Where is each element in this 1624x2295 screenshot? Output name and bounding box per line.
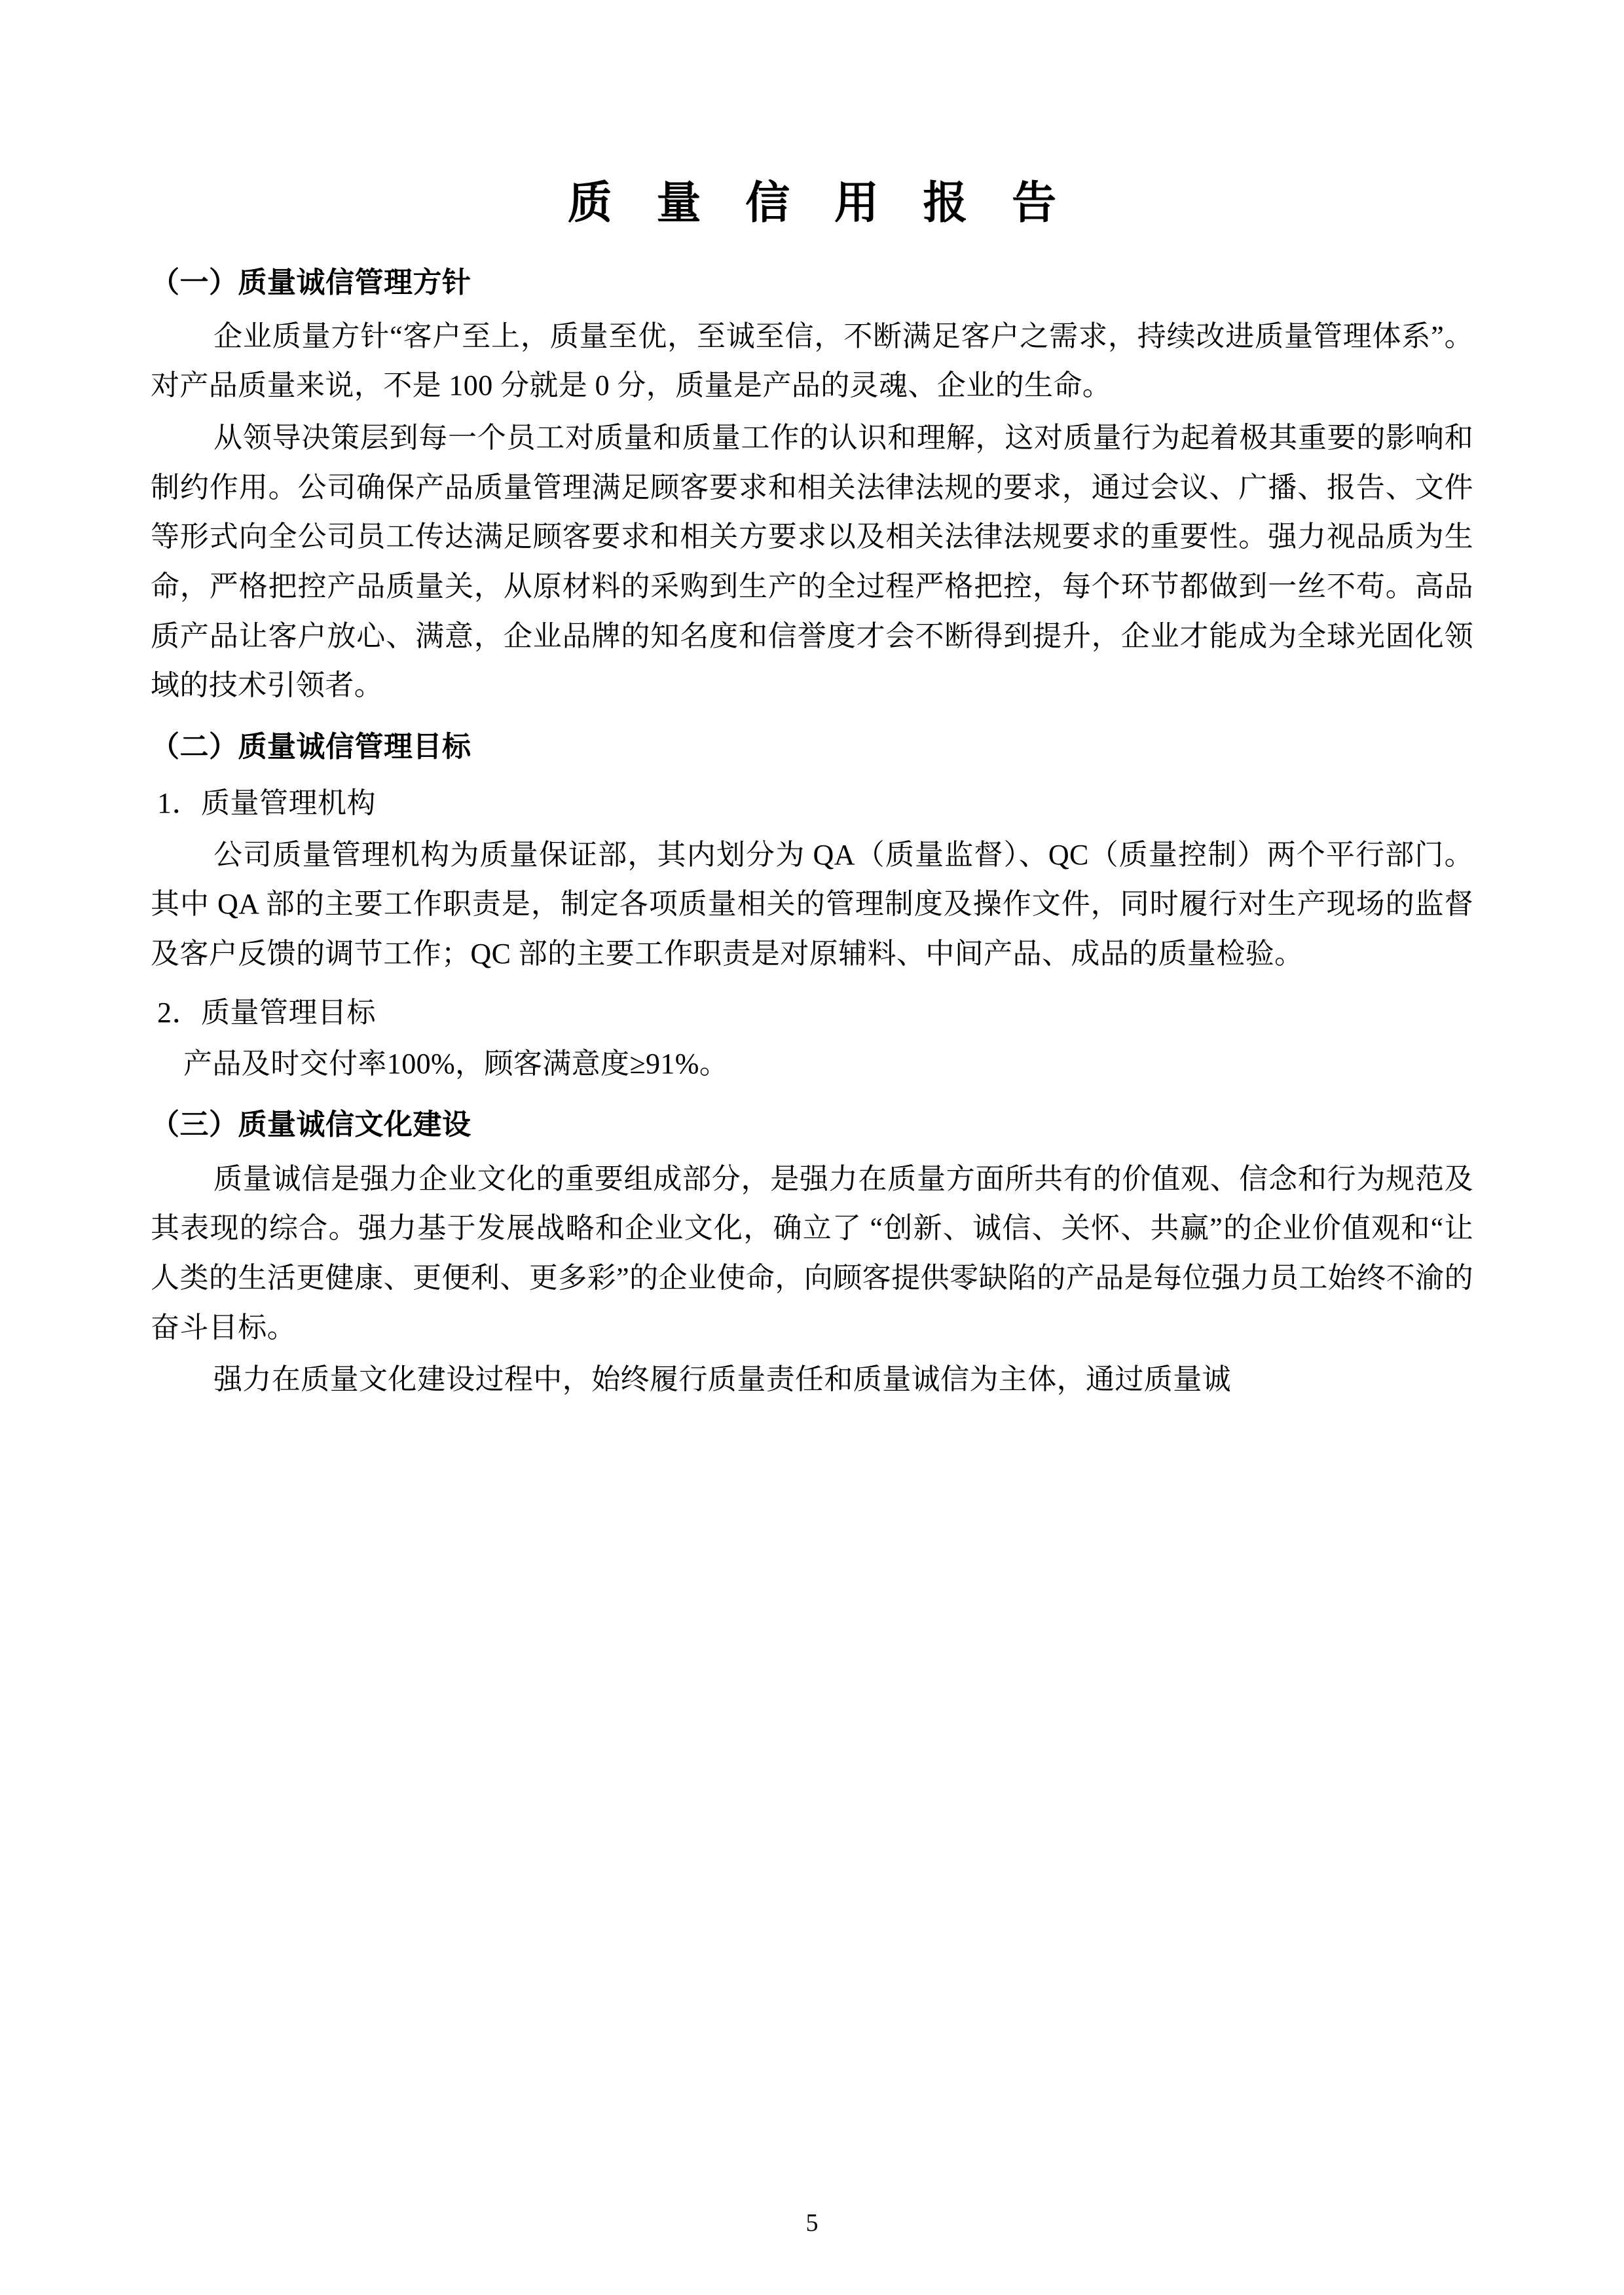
paragraph: 公司质量管理机构为质量保证部，其内划分为 QA（质量监督）、QC（质量控制）两个平行部门。其中 QA 部的主要工作职责是，制定各项质量相关的管理制度及操作文件，同时履行对生产现场的监督及客户反馈的调节工作；QC 部的主要工作职责是对原辅料、中间产品、成品的质量检验。 (151, 838, 1473, 970)
section-heading-2: （二）质量诚信管理目标 (151, 730, 471, 764)
subsection-heading-2: 2．质量管理目标 (157, 996, 376, 1029)
section-heading-1: （一）质量诚信管理方针 (151, 265, 471, 299)
paragraph: 产品及时交付率100%，顾客满意度≥91%。 (183, 1047, 729, 1080)
paragraph: 从领导决策层到每一个员工对质量和质量工作的认识和理解，这对质量行为起着极其重要的影响和制约作用。公司确保产品质量管理满足顾客要求和相关法律法规的要求，通过会议、广播、报告、文件等形式向全公司员工传达满足顾客要求和相关方要求以及相关法律法规要求的重要性。强力视品质为生命，严格把控产品质量关，从原材料的采购到生产的全过程严格把控，每个环节都做到一丝不苟。高品质产品让客户放心、满意，企业品牌的知名度和信誉度才会不断得到提升，企业才能成为全球光固化领域的技术引领者。 (151, 422, 1473, 702)
section-heading-3: （三）质量诚信文化建设 (151, 1108, 471, 1142)
subsection-heading-1: 1．质量管理机构 (157, 787, 376, 820)
paragraph: 质量诚信是强力企业文化的重要组成部分，是强力在质量方面所共有的价值观、信念和行为规范及其表现的综合。强力基于发展战略和企业文化，确立了 “创新、诚信、关怀、共赢”的企业价值观和“让人类的生活更健康、更便利、更多彩”的企业使命，向顾客提供零缺陷的产品是每位强力员工始终不渝的奋斗目标。 (151, 1162, 1473, 1344)
paragraph: 企业质量方针“客户至上，质量至优，至诚至信，不断满足客户之需求，持续改进质量管理体系”。对产品质量来说，不是 100 分就是 0 分，质量是产品的灵魂、企业的生命。 (151, 320, 1473, 402)
page-number: 5 (805, 2209, 819, 2237)
paragraph: 强力在质量文化建设过程中，始终履行质量责任和质量诚信为主体，通过质量诚 (213, 1363, 1231, 1396)
page-title: 质 量 信 用 报 告 (567, 177, 1071, 229)
